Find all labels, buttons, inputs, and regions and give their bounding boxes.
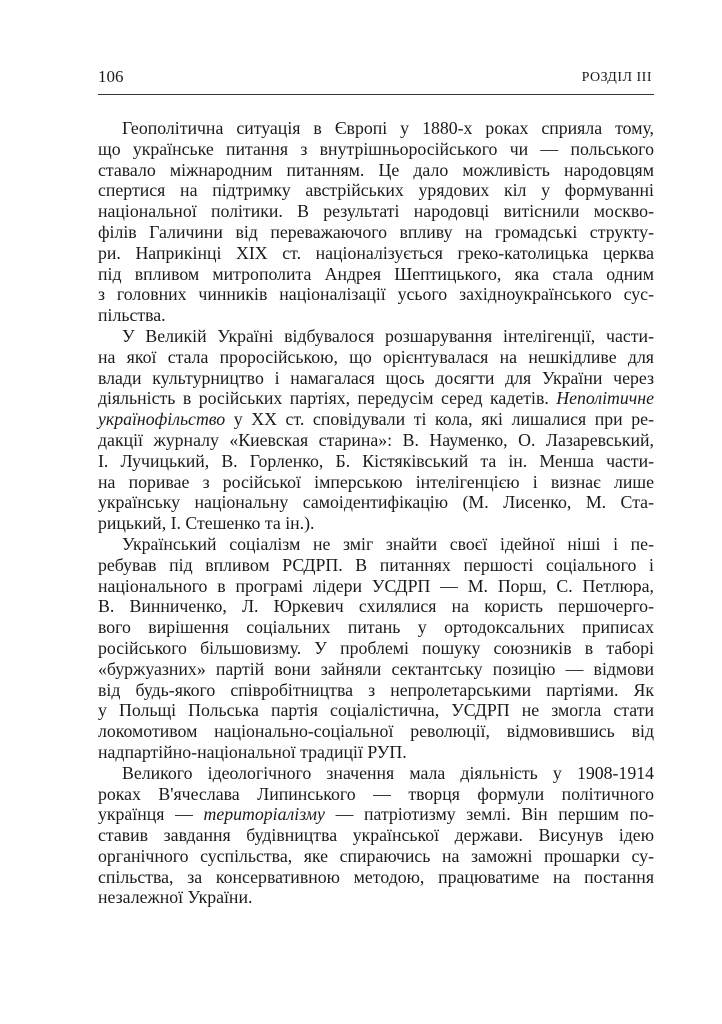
text-line bbox=[98, 118, 654, 139]
text-line bbox=[98, 721, 654, 742]
text-run: ставив завдання будівництва української держави. Висунув ідею bbox=[98, 825, 654, 846]
text-line bbox=[98, 742, 654, 763]
paragraph bbox=[98, 763, 654, 909]
text-run: незалежної України. bbox=[98, 887, 253, 908]
text-line bbox=[98, 305, 654, 326]
paragraph bbox=[98, 326, 654, 534]
text-line bbox=[98, 388, 654, 409]
text-line bbox=[98, 887, 654, 908]
text-run: на поривае з російської імперською інтелігенцією і визнає лише bbox=[98, 471, 654, 492]
text-run: Геополітична ситуація в Європі у 1880-х роках сприяла тому, bbox=[122, 118, 654, 138]
text-run: з головних чинників націоналізації усього західноукраїнського сус- bbox=[98, 284, 654, 305]
text-run: спертися на підтримку австрійських урядових кіл у формуванні bbox=[98, 180, 654, 201]
text-run: ри. Наприкінці XIX ст. націоналізується греко-католицька церква bbox=[98, 242, 654, 263]
text-run: рицький, І. Стешенко та ін.). bbox=[98, 513, 315, 534]
text-run: українську національну самоідентифікацію (М. Лисенко, М. Ста- bbox=[98, 492, 654, 513]
text-run: російського більшовизму. У проблемі пошуку союзників в таборі bbox=[98, 637, 654, 658]
header-rule bbox=[98, 94, 654, 95]
text-line bbox=[98, 825, 654, 846]
text-run: національного в програмі лідери УСДРП — М. Порш, С. Петлюра, bbox=[98, 575, 654, 596]
text-line bbox=[98, 659, 654, 680]
italic-term: Неполітичне bbox=[556, 388, 654, 409]
text-run: дакції журналу «Киевская старина»: В. Науменко, О. Лазаревський, bbox=[98, 429, 654, 450]
text-line bbox=[98, 139, 654, 160]
text-line bbox=[98, 534, 654, 555]
text-line bbox=[98, 284, 654, 305]
text-run: В. Винниченко, Л. Юркевич схилялися на користь першочерго- bbox=[98, 596, 654, 617]
paragraph bbox=[98, 118, 654, 326]
text-run: що українське питання з внутрішньоросійського чи — польського bbox=[98, 138, 654, 159]
italic-term: територіалізму bbox=[203, 804, 325, 825]
text-line bbox=[98, 576, 654, 597]
text-run: влади культурництво і намагалася щось досягти для України через bbox=[98, 367, 654, 388]
body-text bbox=[98, 118, 654, 908]
text-run: пільства. bbox=[98, 305, 166, 326]
text-line bbox=[98, 617, 654, 638]
text-run: органічного суспільства, яке спираючись на заможні прошарки су- bbox=[98, 845, 654, 866]
text-run: спільства, за консервативною методою, працюватиме на постання bbox=[98, 866, 654, 887]
text-run: на якої стала проросійською, що орієнтувалася на нешкідливе для bbox=[98, 346, 654, 367]
text-run: У Великій Україні відбувалося розшарування інтелігенції, части- bbox=[122, 325, 654, 346]
paragraph bbox=[98, 534, 654, 763]
page-header bbox=[98, 66, 654, 88]
text-run: філів Галичини від переважаючого впливу на громадські структу- bbox=[98, 221, 654, 242]
text-run: І. Лучицький, В. Горленко, Б. Кістяківський та ін. Менша части- bbox=[98, 450, 654, 471]
text-run: вого вирішення соціальних питань у ортодоксальних приписах bbox=[98, 617, 654, 638]
text-line bbox=[98, 180, 654, 201]
text-line bbox=[98, 472, 654, 493]
text-line bbox=[98, 846, 654, 867]
text-line bbox=[98, 680, 654, 701]
text-line bbox=[98, 638, 654, 659]
text-line bbox=[98, 368, 654, 389]
text-line bbox=[98, 347, 654, 368]
text-line bbox=[98, 596, 654, 617]
text-line bbox=[98, 222, 654, 243]
text-line bbox=[98, 804, 654, 825]
text-run: «буржуазних» партій вони зайняли сектантську позицію — відмови bbox=[98, 658, 654, 679]
text-line bbox=[98, 555, 654, 576]
text-run: під впливом митрополита Андрея Шептицького, яка стала одним bbox=[98, 263, 654, 284]
text-line bbox=[98, 867, 654, 888]
text-run: ставало міжнародним питанням. Це дало можливість народовцям bbox=[98, 159, 654, 180]
text-line bbox=[98, 264, 654, 285]
text-line bbox=[98, 160, 654, 181]
text-run: національної політики. В результаті народовці витіснили москво- bbox=[98, 201, 654, 222]
text-run: українця — bbox=[98, 804, 204, 825]
page-number: 106 bbox=[98, 67, 124, 86]
text-line bbox=[98, 784, 654, 805]
text-run: діяльність в російських партіях, передусім серед кадетів. bbox=[98, 388, 557, 409]
text-line bbox=[98, 243, 654, 264]
text-run: Український соціалізм не зміг знайти своєї ідейної ніші і пе- bbox=[122, 533, 654, 554]
text-run: у Польщі Польська партія соціалістична, УСДРП не змогла стати bbox=[98, 700, 654, 721]
text-line bbox=[98, 451, 654, 472]
text-line bbox=[98, 763, 654, 784]
section-title: РОЗДІЛ ІІІ bbox=[581, 70, 652, 85]
text-line bbox=[98, 430, 654, 451]
italic-term: українофільство bbox=[98, 409, 226, 430]
text-run: ребував під впливом РСДРП. В питаннях першості соціального і bbox=[98, 554, 654, 575]
text-run: роках В'ячеслава Липинського — творця формули політичного bbox=[98, 783, 654, 804]
text-line bbox=[98, 492, 654, 513]
text-run: від будь-якого співробітництва з непролетарськими партіями. Як bbox=[98, 679, 654, 700]
text-line bbox=[98, 326, 654, 347]
text-line bbox=[98, 513, 654, 534]
text-run: — патріотизму землі. Він першим по- bbox=[324, 804, 655, 825]
text-line bbox=[98, 409, 654, 430]
text-line bbox=[98, 201, 654, 222]
text-run: надпартійно-національної традиції РУП. bbox=[98, 741, 407, 762]
text-run: Великого ідеологічного значення мала діяльність у 1908-1914 bbox=[122, 762, 654, 783]
text-line bbox=[98, 700, 654, 721]
text-run: локомотивом національно-соціальної революції, відмовившись від bbox=[98, 721, 654, 742]
text-run: у XX ст. сповідували ті кола, які лишалися при ре- bbox=[225, 409, 654, 430]
